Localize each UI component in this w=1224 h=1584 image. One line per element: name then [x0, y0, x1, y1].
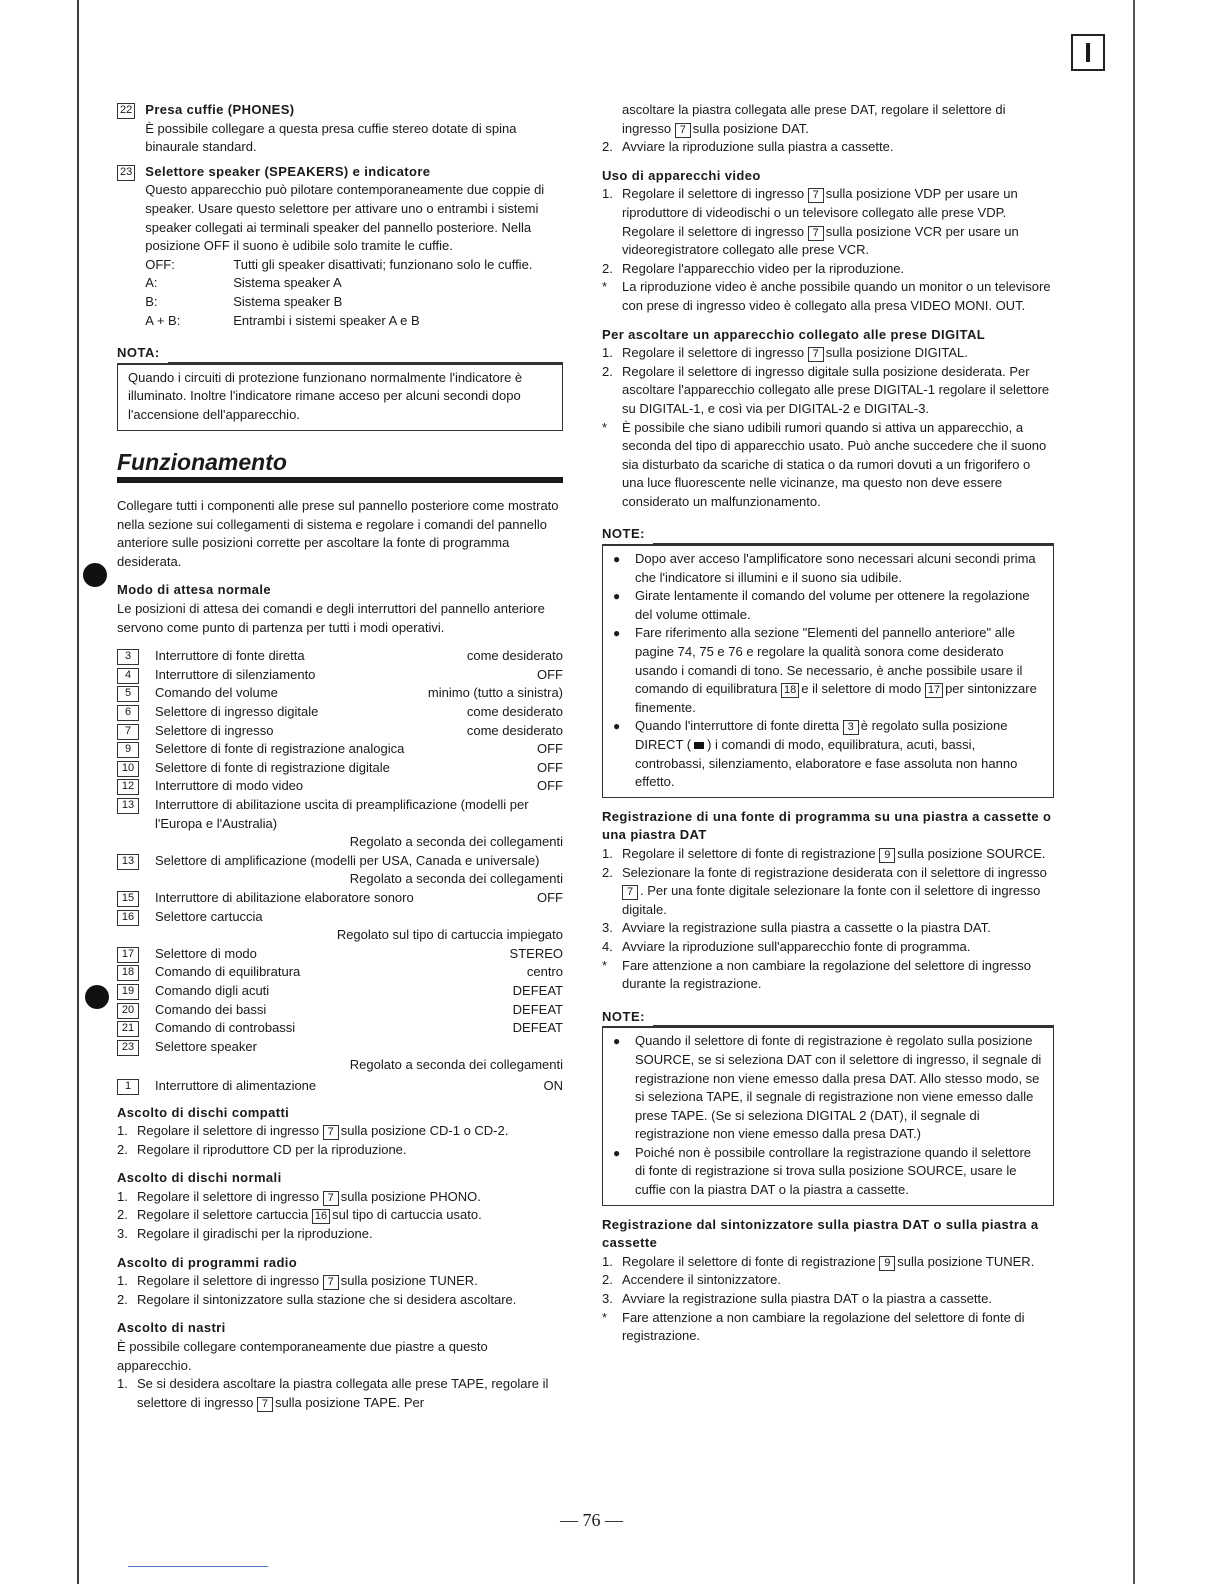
standby-row: 10 Selettore di fonte di registrazione digitale OFF	[117, 759, 563, 778]
records-steps: 1. Regolare il selettore di ingresso 7 sulla posizione PHONO. 2. Regolare il selettore cartuccia 16 sul tipo di cartuccia usato. 3. Regolare il giradischi per la riproduzione.	[117, 1188, 482, 1242]
language-mark: I	[1071, 34, 1105, 71]
records-title: Ascolto di dischi normali	[117, 1170, 282, 1186]
nota-heading: NOTA:	[117, 344, 563, 363]
tapes-title: Ascolto di nastri	[117, 1320, 226, 1336]
rec-tuner-steps: 1. Regolare il selettore di fonte di registrazione 9 sulla posizione TUNER. 2. Accendere il sintonizzatore. 3. Avviare la registrazione sulla piastra DAT o la piastra a cassette. * Fare attenzione a non cambiare la regolazione del selettore di fonte di registrazione.	[602, 1253, 1035, 1344]
rec-tuner-title: Registrazione dal sintonizzatore sulla piastra DAT o sulla piastra a cassette	[602, 1216, 1039, 1251]
standby-row: 9 Selettore di fonte di registrazione analogica OFF	[117, 740, 563, 759]
tapes-steps: 1. Se si desidera ascoltare la piastra collegata alle prese TAPE, regolare il selettore di ingresso 7 sulla posizione TAPE. Per	[117, 1376, 549, 1410]
note-bullet: ● Dopo aver acceso l'amplificatore sono necessari alcuni secondi prima che l'indicatore si illumini e il suono sia udibile.	[613, 550, 1043, 587]
tapes-steps-cont: ascoltare la piastra collegata alle prese DAT, regolare il selettore di ingresso 7 sulla posizione DAT. 2. Avviare la riproduzione sulla piastra a cassette.	[602, 102, 1006, 155]
item-number: 23	[117, 165, 135, 181]
standby-row: 21 Comando di controbassi DEFEAT	[117, 1019, 563, 1038]
note-bullet: ● Girate lentamente il comando del volume per ottenere la regolazione del volume ottimale.	[613, 587, 1043, 624]
standby-row: 17 Selettore di modo STEREO	[117, 945, 563, 964]
tapes-text: È possibile collegare contemporaneamente due piastre a questo apparecchio.	[117, 1339, 488, 1373]
standby-row: 12 Interruttore di modo video OFF	[117, 777, 563, 796]
item-text: È possibile collegare a questa presa cuffie stereo dotate di spina binaurale standard.	[145, 120, 517, 155]
option-row: A + B: Entrambi i sistemi speaker A e B	[145, 312, 420, 328]
item-title: Presa cuffie (PHONES)	[145, 102, 295, 117]
note-heading: NOTE:	[602, 1008, 1054, 1027]
item-phones	[117, 101, 563, 157]
item-number: 22	[117, 103, 135, 119]
standby-row: 6 Selettore di ingresso digitale come desiderato	[117, 703, 563, 722]
standby-list	[117, 647, 563, 1095]
standby-row: 4 Interruttore di silenziamento OFF	[117, 666, 563, 685]
nota-box	[117, 363, 563, 431]
video-steps: 1. Regolare il selettore di ingresso 7 sulla posizione VDP per usare un riproduttore di videodischi o un televisore collegato alle prese VDP. Regolare il selettore di ingresso 7 sulla posizione VCR per usare un videoregistratore collegato alle prese VCR. 2. Regolare l'apparecchio video per la riproduzione. * La riproduzione video è anche possibile quando un monitor o un televisore con prese di ingresso video è collegato alla presa VIDEO MONI. OUT.	[602, 186, 1051, 313]
standby-row: 19 Comando digli acuti DEFEAT	[117, 982, 563, 1001]
binding-hole-mark	[83, 563, 107, 587]
video-title: Uso di apparecchi video	[602, 167, 761, 183]
note-bullet: ● Quando l'interruttore di fonte diretta 3 è regolato sulla posizione DIRECT ( ) i comandi di modo, equilibratura, acuti, bassi, controbassi, silenziamento, elaboratore e fase assoluta non hanno effetto.	[613, 717, 1043, 791]
cd-steps: 1. Regolare il selettore di ingresso 7 sulla posizione CD-1 o CD-2. 2. Regolare il riproduttore CD per la riproduzione.	[117, 1123, 509, 1157]
standby-row: 15 Interruttore di abilitazione elaboratore sonoro OFF	[117, 889, 563, 908]
rec-deck-title: Registrazione di una fonte di programma su una piastra a cassette o una piastra DAT	[602, 808, 1052, 843]
standby-text: Le posizioni di attesa dei comandi e degli interruttori del pannello anteriore servono come punto di partenza per tutti i modi operativi.	[117, 601, 545, 635]
note-bullet: ● Fare riferimento alla sezione "Elementi del pannello anteriore" alle pagine 74, 75 e 76 e regolare la qualità sonora come desiderato usando i comandi di tono. Se necessario, è anche possibile usare il comando di equilibratura 18 e il selettore di modo 17 per sintonizzare finemente.	[613, 624, 1043, 717]
right-column	[602, 101, 1054, 1346]
cd-title: Ascolto di dischi compatti	[117, 1104, 290, 1120]
standby-row: 13 Selettore di amplificazione (modelli per USA, Canada e universale) Regolato a seconda dei collegamenti	[117, 852, 563, 889]
item-text: Questo apparecchio può pilotare contemporaneamente due coppie di speaker. Usare questo selettore per attivare uno o entrambi i sistemi speaker collegati ai terminali speaker del pannello posteriore. Nella posizione OFF il suono è udibile solo tramite le cuffie.	[145, 182, 545, 254]
page-edge-left	[77, 0, 79, 1584]
rec-deck-steps: 1. Regolare il selettore di fonte di registrazione 9 sulla posizione SOURCE. 2. Selezionare la fonte di registrazione desiderata con il selettore di ingresso 7 . Per una fonte digitale selezionare la fonte con il selettore di ingresso digitale. 3. Avviare la registrazione sulla piastra a cassette o la piastra DAT. 4. Avviare la riproduzione sull'apparecchio fonte di programma. * Fare attenzione a non cambiare la regolazione del selettore di ingresso durante la registrazione.	[602, 845, 1047, 992]
note-heading: NOTE:	[602, 525, 1054, 544]
standby-row: 7 Selettore di ingresso come desiderato	[117, 722, 563, 741]
standby-row: 18 Comando di equilibratura centro	[117, 963, 563, 982]
standby-row: 1 Interruttore di alimentazione ON	[117, 1077, 563, 1096]
standby-row: 3 Interruttore di fonte diretta come desiderato	[117, 647, 563, 666]
radio-title: Ascolto di programmi radio	[117, 1254, 298, 1270]
standby-row: 20 Comando dei bassi DEFEAT	[117, 1001, 563, 1020]
option-row: OFF: Tutti gli speaker disattivati; funzionano solo le cuffie.	[145, 256, 533, 272]
standby-row: 13 Interruttore di abilitazione uscita di preamplificazione (modelli per l'Europa e l'Australia) Regolato a seconda dei collegamenti	[117, 796, 563, 852]
option-row: A: Sistema speaker A	[145, 275, 342, 291]
page-number: — 76 —	[560, 1510, 623, 1530]
digital-title: Per ascoltare un apparecchio collegato alle prese DIGITAL	[602, 326, 986, 342]
section-title: Funzionamento	[117, 448, 287, 475]
standby-row: 16 Selettore cartuccia Regolato sul tipo di cartuccia impiegato	[117, 908, 563, 945]
item-title: Selettore speaker (SPEAKERS) e indicatore	[145, 163, 431, 179]
direct-mark-icon	[694, 742, 704, 749]
footer-rule	[128, 1566, 268, 1567]
radio-steps: 1. Regolare il selettore di ingresso 7 sulla posizione TUNER. 2. Regolare il sintonizzatore sulla stazione che si desidera ascoltare.	[117, 1273, 517, 1307]
item-speakers	[117, 163, 563, 330]
intro-paragraph: Collegare tutti i componenti alle prese sul pannello posteriore come mostrato nella sezione sui collegamenti di sistema e regolare i comandi del pannello anteriore sulle posizioni corrette per ascoltare la fonte di programma desiderata.	[117, 498, 559, 569]
option-row: B: Sistema speaker B	[145, 293, 343, 309]
nota-text: Quando i circuiti di protezione funzionano normalmente l'indicatore è illuminato. Inoltre l'indicatore rimane acceso per alcuni secondi dopo l'accensione dell'apparecchio.	[128, 369, 523, 422]
binding-hole-mark	[85, 985, 109, 1009]
standby-row: 5 Comando del volume minimo (tutto a sinistra)	[117, 684, 563, 703]
standby-row: 23 Selettore speaker Regolato a seconda dei collegamenti	[117, 1038, 563, 1075]
left-column	[117, 101, 563, 1412]
digital-steps: 1. Regolare il selettore di ingresso 7 sulla posizione DIGITAL. 2. Regolare il selettore di ingresso digitale sulla posizione desiderata. Per ascoltare l'apparecchio collegato alle prese DIGITAL-1 regolare il selettore su DIGITAL-1, e così via per DIGITAL-2 e DIGITAL-3. * È possibile che siano udibili rumori quando si attiva un apparecchio, a seconda del tipo di apparecchio usato. Può anche succedere che il suono sia disturbato da scariche di statica o da rumori dovuti a un frigorifero o una luce fluorescente nelle vicinanze, ma questo non deve essere considerato un malfunzionamento.	[602, 345, 1050, 509]
note-box	[602, 1026, 1054, 1205]
note-box	[602, 544, 1054, 798]
page-edge-right	[1133, 0, 1135, 1584]
note-bullet: ● Poiché non è possibile controllare la registrazione quando il selettore di fonte di registrazione si trova sulla posizione SOURCE, usare le cuffie con la piastra DAT o la piastra a cassette.	[613, 1144, 1043, 1200]
note-bullet: ● Quando il selettore di fonte di registrazione è regolato sulla posizione SOURCE, se si seleziona DAT con il selettore di ingresso, il segnale di registrazione non viene emesso dalla presa DAT. Allo stesso modo, se si seleziona TAPE, il segnale di registrazione non viene emesso dalle prese TAPE. (Se si seleziona DIGITAL 2 (DAT), il segnale di registrazione non viene emesso dalla presa DAT.)	[613, 1032, 1043, 1144]
section-bar	[117, 477, 563, 483]
standby-title: Modo di attesa normale	[117, 582, 271, 598]
